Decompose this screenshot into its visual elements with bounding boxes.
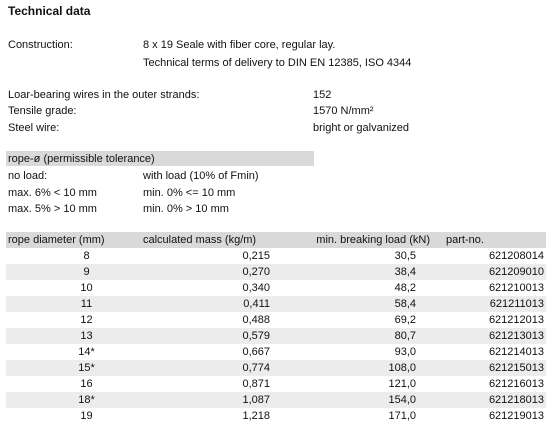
cell-mass: 0,667 (242, 346, 270, 358)
column-header-mass: calculated mass (kg/m) (143, 232, 272, 248)
construction-label: Construction: (8, 39, 73, 51)
cell-diameter: 16 (80, 378, 93, 390)
cell-breaking-load: 69,2 (394, 314, 416, 326)
cell-part-no: 621211013 (444, 296, 546, 312)
cell-mass: 0,270 (143, 264, 272, 280)
spec-label-tensile: Tensile grade: (8, 105, 77, 117)
table-row (6, 392, 546, 408)
column-header-breaking-load: min. breaking load (kN) (272, 232, 444, 248)
table-row (6, 376, 546, 392)
cell-mass: 0,579 (143, 328, 272, 344)
cell-diameter: 11 (6, 296, 143, 312)
table-row (6, 264, 546, 280)
cell-breaking-load: 171,0 (388, 410, 416, 422)
tolerance-left-2: max. 5% > 10 mm (8, 203, 97, 215)
column-header-diameter: rope diameter (mm) (6, 232, 143, 248)
tolerance-header-text: rope-ø (permissible tolerance) (8, 153, 155, 165)
tolerance-left-1: max. 6% < 10 mm (8, 187, 97, 199)
cell-breaking-load: 108,0 (272, 360, 444, 376)
table-row (6, 360, 546, 376)
tolerance-right-0: with load (10% of Fmin) (143, 170, 259, 182)
cell-diameter: 15* (6, 360, 143, 376)
cell-part-no: 621209010 (444, 264, 546, 280)
cell-part-no: 621218013 (444, 392, 546, 408)
cell-breaking-load: 58,4 (272, 296, 444, 312)
cell-diameter: 19 (80, 410, 93, 422)
construction-line-1: 8 x 19 Seale with fiber core, regular lay. (143, 39, 336, 51)
cell-breaking-load: 154,0 (272, 392, 444, 408)
spec-value-steel: bright or galvanized (313, 122, 410, 134)
table-row (6, 296, 546, 312)
construction-line-2: Technical terms of delivery to DIN EN 12385, ISO 4344 (143, 57, 412, 69)
cell-diameter: 14* (78, 346, 95, 358)
cell-breaking-load: 80,7 (272, 328, 444, 344)
cell-mass: 0,774 (143, 360, 272, 376)
cell-diameter: 10 (80, 282, 93, 294)
cell-mass: 1,218 (242, 410, 270, 422)
tolerance-header (6, 151, 314, 166)
cell-part-no: 621212013 (488, 314, 544, 326)
cell-mass: 0,340 (242, 282, 270, 294)
cell-diameter: 12 (80, 314, 93, 326)
spec-label-wires: Loar-bearing wires in the outer strands: (8, 89, 200, 101)
cell-diameter: 9 (6, 264, 143, 280)
table-row (6, 248, 546, 264)
tolerance-left-0: no load: (8, 170, 48, 182)
cell-breaking-load: 93,0 (394, 346, 416, 358)
cell-diameter: 13 (6, 328, 143, 344)
rope-data-table (6, 232, 546, 424)
cell-breaking-load: 48,2 (394, 282, 416, 294)
table-row (6, 408, 546, 424)
cell-breaking-load: 121,0 (388, 378, 416, 390)
table-row (6, 344, 546, 360)
tolerance-right-1: min. 0% <= 10 mm (143, 187, 236, 199)
cell-part-no: 621216013 (488, 378, 544, 390)
cell-mass: 1,087 (143, 392, 272, 408)
spec-value-wires: 152 (313, 89, 332, 101)
cell-mass: 0,411 (143, 296, 272, 312)
page-title: Technical data (8, 4, 91, 18)
spec-label-steel: Steel wire: (8, 122, 60, 134)
table-header-row (6, 232, 546, 248)
cell-breaking-load: 38,4 (272, 264, 444, 280)
cell-part-no: 621215013 (444, 360, 546, 376)
tolerance-right-2: min. 0% > 10 mm (143, 203, 229, 215)
table-row (6, 312, 546, 328)
cell-mass: 0,215 (242, 250, 270, 262)
cell-mass: 0,871 (242, 378, 270, 390)
cell-part-no: 621213013 (444, 328, 546, 344)
cell-diameter: 8 (83, 250, 90, 262)
column-header-part-no: part-no. (444, 232, 546, 248)
cell-part-no: 621214013 (488, 346, 544, 358)
cell-part-no: 621208014 (488, 250, 544, 262)
spec-value-tensile: 1570 N/mm² (313, 105, 374, 117)
cell-mass: 0,488 (242, 314, 270, 326)
cell-diameter: 18* (6, 392, 143, 408)
table-row (6, 280, 546, 296)
cell-breaking-load: 30,5 (394, 250, 416, 262)
table-row (6, 328, 546, 344)
cell-part-no: 621219013 (488, 410, 544, 422)
cell-part-no: 621210013 (488, 282, 544, 294)
